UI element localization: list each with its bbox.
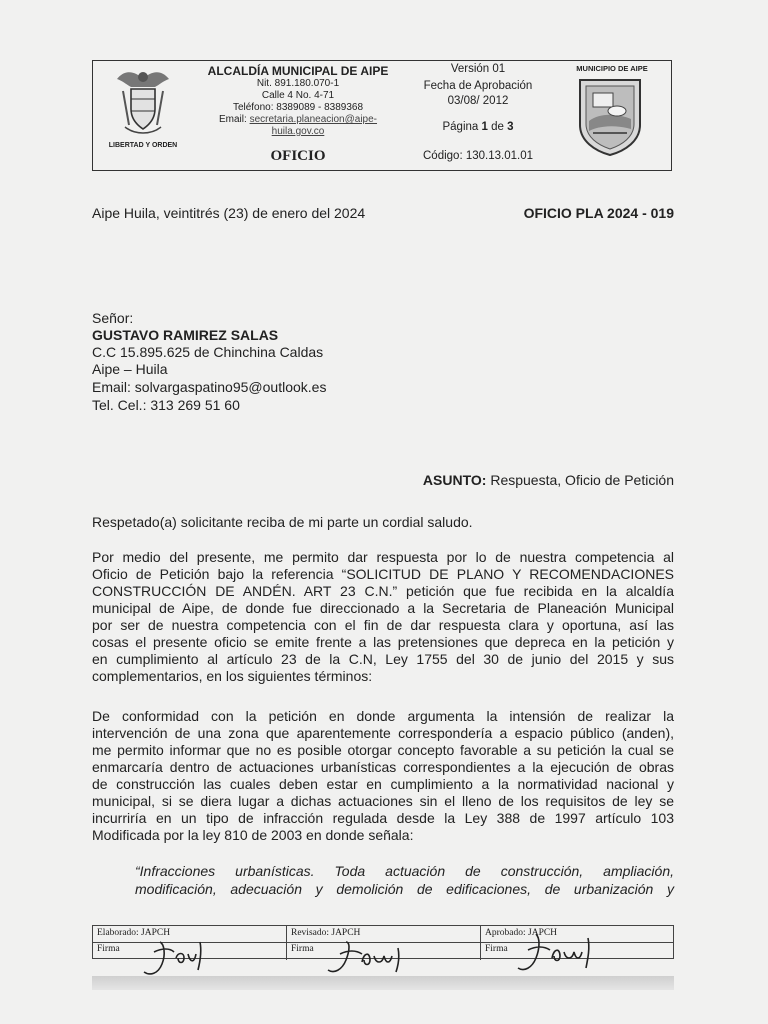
recipient-city: Aipe – Huila	[92, 361, 168, 377]
approved-by: Aprobado: JAPCH	[481, 928, 673, 943]
institution-address: Calle 4 No. 4-71	[261, 90, 335, 101]
page-number-cell	[403, 111, 553, 144]
para2-line: Modificada por la ley 810 de 2003 en donde señala:	[92, 827, 414, 843]
para1-line: en cumplimiento al artículo 23 de la C.N, Ley 1755 del 30 de junio del 2015 y sus	[92, 651, 674, 667]
signature-prepared-icon	[140, 934, 220, 978]
doc-type-cell	[193, 144, 403, 169]
approval-label: Fecha de Aprobación	[423, 80, 533, 92]
page-number	[403, 111, 553, 143]
recipient-id: C.C 15.895.625 de Chinchina Caldas	[92, 344, 324, 360]
para2-line: municipal, si se diera lugar a dichas actuaciones sin el lleno de los requisitos de ley se	[92, 793, 674, 809]
para1-line: CONSTRUCCIÓN DE ANDÉN. ART 23 C.N.” petición que fue recibida en la alcaldía	[92, 583, 674, 599]
prepared-sign-label: Firma	[97, 944, 120, 954]
para1-line: Por medio del presente, me permito dar respuesta por lo de nuestra competencia al	[92, 549, 674, 565]
oficio-reference: OFICIO PLA 2024 - 019	[523, 205, 674, 221]
greeting: Respetado(a) solicitante reciba de mi parte un cordial saludo.	[92, 514, 473, 530]
prepared-by: Elaborado: JAPCH	[93, 928, 286, 943]
institution-email-label: Email:	[218, 114, 247, 125]
municipality-shield-cell	[553, 61, 671, 169]
seal-caption: LIBERTAD Y ORDEN	[108, 142, 178, 149]
letterhead-table	[92, 60, 672, 171]
institution-name: ALCALDÍA MUNICIPAL DE AIPE	[207, 64, 389, 78]
recipient-phone: Tel. Cel.: 313 269 51 60	[92, 397, 240, 413]
recipient-email: Email: solvargaspatino95@outlook.es	[92, 379, 327, 395]
colombia-coat-of-arms-icon	[111, 65, 175, 141]
page-prefix: Página	[442, 121, 482, 133]
para2-line: intervención de una zona que aparentemente correspondería a espacio público (anden),	[92, 725, 674, 741]
page-sep: de	[487, 121, 508, 133]
institution-email-row	[193, 114, 403, 126]
municipality-shield-icon	[577, 77, 643, 157]
doc-type: OFICIO	[270, 148, 326, 164]
subject-text: Respuesta, Oficio de Petición	[486, 472, 674, 488]
para2-line: De conformidad con la petición en donde argumenta la intensión de realizar la	[92, 708, 674, 724]
para1-line: complementarios, en los siguientes términos:	[92, 668, 373, 684]
signature-reviewed-icon	[322, 934, 412, 978]
institution-info-cell	[193, 61, 403, 144]
quote-line: “Infracciones urbanísticas. Toda actuación de construcción, ampliación,	[135, 863, 674, 879]
place-and-date: Aipe Huila, veintitrés (23) de enero del 2024	[92, 205, 366, 221]
para2-line: incurriría en un tipo de infracción regulada desde la Ley 388 de 1997 artículo 103	[92, 810, 674, 826]
page-total: 3	[507, 121, 514, 133]
salutation-label: Señor:	[92, 310, 134, 326]
version: Versión 01	[450, 63, 506, 75]
para1-line: por ser de nuestra competencia con el fin de dar respuesta clara y oportuna, así las	[92, 617, 674, 633]
para1-line: municipal de Aipe, de donde fue direccionado a la Secretaria de Planeación Municipal	[92, 600, 674, 616]
approval-date: 03/08/ 2012	[447, 95, 509, 107]
document-code: Código: 130.13.01.01	[423, 150, 533, 162]
institution-nit: Nit. 891.180.070-1	[256, 78, 340, 89]
reviewed-by: Revisado: JAPCH	[287, 928, 480, 943]
quote-line: modificación, adecuación y demolición de edificaciones, de urbanización y	[135, 881, 674, 897]
para1-line: cosas el presente oficio se emite frente a las pretensiones que depreca en la petición y	[92, 634, 674, 650]
institution-email-link[interactable]: secretaria.planeacion@aipe-	[249, 114, 378, 125]
approved-sign-label: Firma	[485, 944, 508, 954]
para2-line: me permito informar que no es posible otorgar concepto favorable a su petición la cual se	[92, 742, 674, 758]
institution-phone: Teléfono: 8389089 - 8389368	[232, 102, 364, 113]
reviewed-sign-label: Firma	[291, 944, 314, 954]
version-cell	[403, 61, 553, 78]
signature-approved-icon	[510, 928, 600, 974]
national-seal-cell	[93, 61, 193, 169]
subject-line	[400, 472, 674, 489]
para2-line: enmarcaría dentro de actuaciones urbanísticas correspondientes a la ejecución de obras	[92, 759, 674, 775]
para1-line: Oficio de Petición bajo la referencia “SOLICITUD DE PLANO Y RECOMENDACIONES	[92, 566, 674, 582]
page-current: 1	[481, 121, 488, 133]
para2-line: de construcción las cuales deben estar en cumplimiento a la normatividad nacional y	[92, 776, 674, 792]
recipient-name: GUSTAVO RAMIREZ SALAS	[92, 327, 279, 343]
approval-cell	[403, 78, 553, 111]
subject-label: ASUNTO:	[422, 472, 487, 488]
municipality-caption: MUNICIPIO DE AIPE	[576, 64, 648, 73]
code-cell	[403, 144, 553, 169]
footer-gray-band	[92, 976, 674, 990]
institution-email-link-cont[interactable]: huila.gov.co	[271, 126, 325, 137]
